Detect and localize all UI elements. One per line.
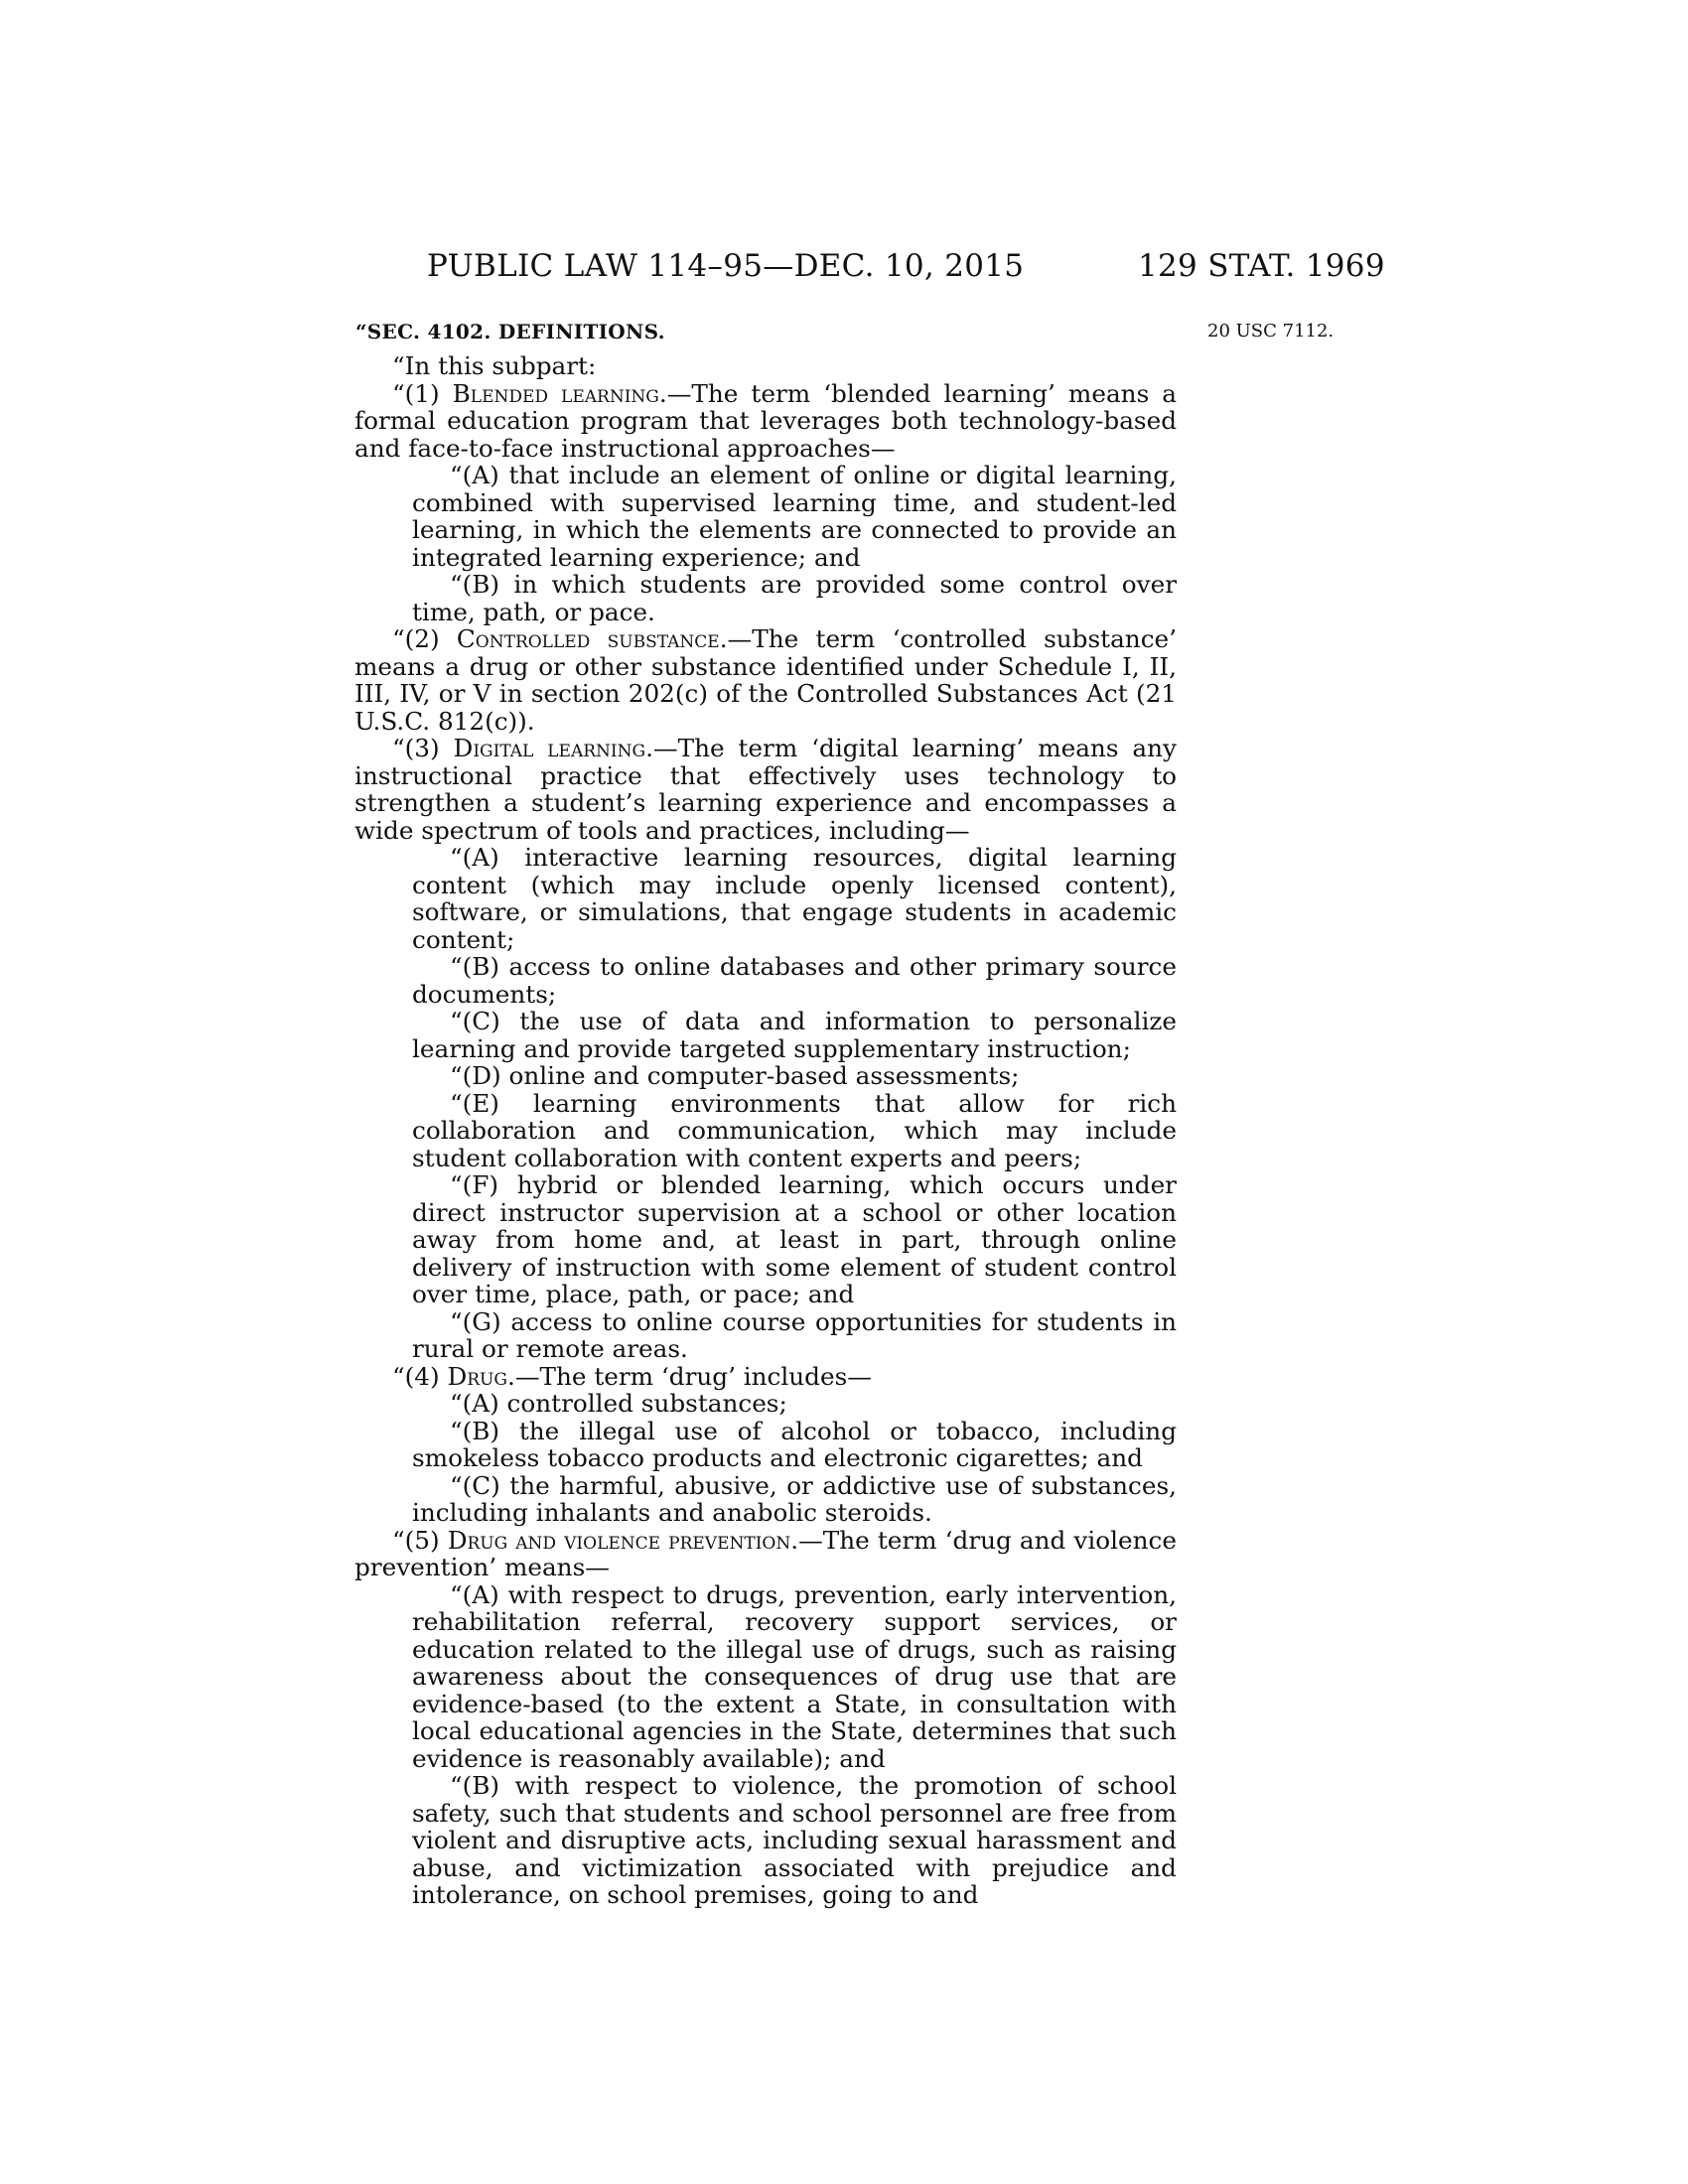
running-head: PUBLIC LAW 114–95—DEC. 10, 2015 — [427, 248, 1025, 284]
subparagraph-3e: “(E) learning environments that allow for rich collaboration and communication, which may include student collaboration with content experts and peers; — [412, 1088, 1177, 1172]
subparagraph-1b: “(B) in which students are provided some control over time, path, or pace. — [412, 570, 1177, 626]
paragraph-5-drug-violence-prevention: “(5) Drug and violence prevention.—The term ‘drug and violence prevention’ means— — [354, 1525, 1177, 1581]
defined-term: Blended learning — [452, 378, 659, 408]
margin-citation: 20 USC 7112. — [1207, 321, 1335, 341]
paragraph-2-controlled-substance: “(2) Controlled substance.—The term ‘controlled substance’ means a drug or other substance identified under Schedule I, II, III, IV, or V in section 202(c) of the Controlled Substances Act (21 U.S.C. 812(c)). — [354, 624, 1177, 736]
subparagraph-3a: “(A) interactive learning resources, digital learning content (which may include openly licensed content), software, or simulations, that engage students in academic content; — [412, 843, 1177, 954]
defined-term: Controlled substance — [456, 624, 720, 653]
subparagraph-3b: “(B) access to online databases and other primary source documents; — [412, 952, 1177, 1009]
statute-page-number: 129 STAT. 1969 — [1138, 248, 1385, 284]
subparagraph-5b: “(B) with respect to violence, the promotion of school safety, such that students and school personnel are free from violent and disruptive acts, including sexual harassment and abuse, and victimization associated with prejudice and intolerance, on school premises, going to and — [412, 1771, 1177, 1909]
subparagraph-3d: “(D) online and computer-based assessments; — [450, 1061, 1020, 1090]
subparagraph-4a: “(A) controlled substances; — [450, 1389, 787, 1418]
subparagraph-4b: “(B) the illegal use of alcohol or tobacco, including smokeless tobacco products and electronic cigarettes; and — [412, 1416, 1177, 1472]
section-heading: “SEC. 4102. DEFINITIONS. — [355, 320, 665, 343]
defined-term: Drug and violence prevention — [447, 1525, 791, 1555]
subparagraph-3g: “(G) access to online course opportunities for students in rural or remote areas. — [412, 1306, 1177, 1363]
subparagraph-3c: “(C) the use of data and information to personalize learning and provide targeted supplementary instruction; — [412, 1007, 1177, 1063]
defined-term: Digital learning — [453, 734, 646, 762]
subparagraph-4c: “(C) the harmful, abusive, or addictive use of substances, including inhalants and anabolic steroids. — [412, 1470, 1177, 1527]
paragraph-3-digital-learning: “(3) Digital learning.—The term ‘digital learning’ means any instructional practice that effectively uses technology to strengthen a student’s learning experience and encompasses a wide spectrum of tools and practices, including— — [354, 734, 1177, 845]
paragraph-intro: “In this subpart: — [392, 351, 597, 380]
subparagraph-3f: “(F) hybrid or blended learning, which occurs under direct instructor supervision at a school or other location away from home and, at least in part, through online delivery of instruction with some element of student control over time, place, path, or pace; and — [412, 1170, 1177, 1308]
page-header — [0, 248, 1688, 288]
subparagraph-5a: “(A) with respect to drugs, prevention, early intervention, rehabilitation referral, recovery support services, or education related to the illegal use of drugs, such as raising awareness about the consequences of drug use that are evidence-based (to the extent a State, in consultation with local educational agencies in the State, determines that such evidence is reasonably available); and — [412, 1579, 1177, 1773]
defined-term: Drug — [447, 1361, 507, 1391]
subparagraph-1a: “(A) that include an element of online or digital learning, combined with supervised learning time, and student-led learning, in which the elements are connected to provide an integrated learning experience; and — [412, 461, 1177, 572]
section-body — [354, 352, 1177, 1909]
paragraph-4-drug: “(4) Drug.—The term ‘drug’ includes— — [392, 1361, 872, 1391]
paragraph-1-blended-learning: “(1) Blended learning.—The term ‘blended learning’ means a formal education program that leverages both technology-based and face-to-face instructional approaches— — [354, 378, 1177, 463]
